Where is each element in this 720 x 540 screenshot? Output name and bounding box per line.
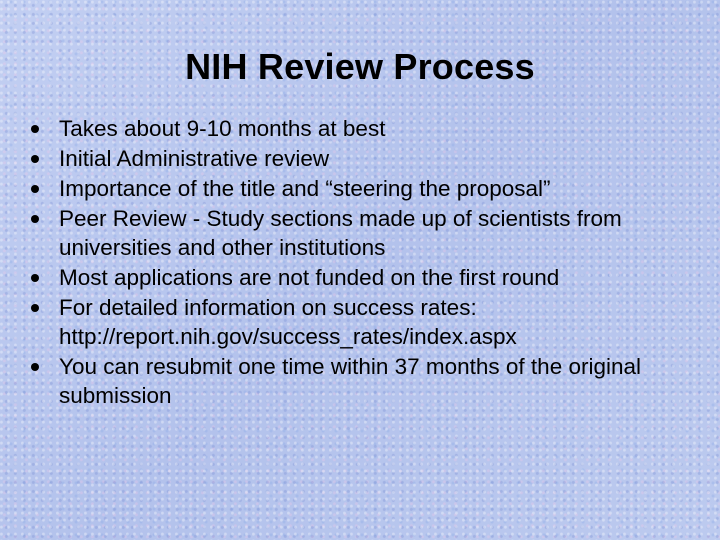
bullet-item-review-duration [28,114,688,143]
bullet-text: Initial Administrative review [59,146,330,171]
bullet-dot-icon [31,274,39,282]
bullet-dot-icon [31,155,39,163]
bullet-text: Most applications are not funded on the first round [59,265,560,290]
bullet-dot-icon [31,185,39,193]
bullet-dot-icon [31,215,39,223]
bullet-item-admin-review [28,144,688,173]
bullet-item-funding-first-round [28,263,688,292]
bullet-item-resubmission [28,352,688,410]
bullet-dot-icon [31,363,39,371]
bullet-text: Importance of the title and “steering the proposal” [59,176,551,201]
bullet-text: Takes about 9-10 months at best [59,116,386,141]
bullet-item-peer-review [28,204,688,262]
bullet-text: For detailed information on success rates: http://report.nih.gov/success_rates/index.aspx [59,295,517,349]
bullet-dot-icon [31,304,39,312]
bullet-dot-icon [31,125,39,133]
bullet-item-title-importance [28,174,688,203]
bullet-text: Peer Review - Study sections made up of scientists from universities and other institutions [59,206,622,260]
bullet-list [28,114,688,411]
slide-title: NIH Review Process [185,46,535,87]
bullet-item-success-rates [28,293,688,351]
bullet-text: You can resubmit one time within 37 months of the original submission [59,354,642,408]
